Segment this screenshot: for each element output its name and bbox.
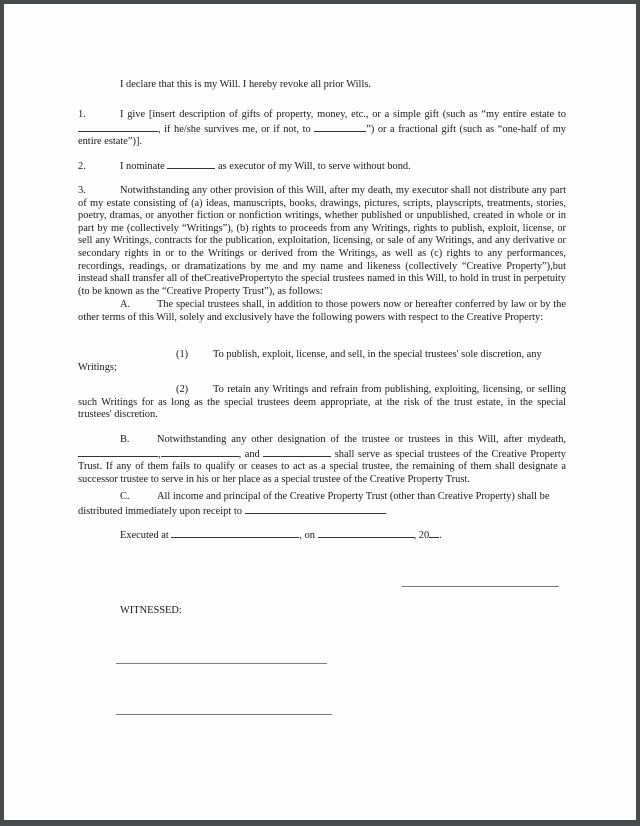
power-1: (1) To publish, exploit, license, and sell, in the special trustees' sole discretion, any Writings; [78,349,542,373]
power-2: (2) To retain any Writings and refrain from publishing, exploiting, licensing, or selling such Writings for as long as the special trustees deem appropriate, at the risk of the trust estate, in the special trustees' discretion. [78,384,566,421]
item-2: 2. I nominate as executor of my Will, to serve without bond. [78,161,411,172]
section-letter: B. [120,434,130,445]
item-3: 3. Notwithstanding any other provision of this Will, after my death, my executor shall not distribute any part of my estate consisting of (a) ideas, manuscripts, books, drawings, pictures, scripts, playscripts, treatments, stories, poetry, dramas, or anyother fiction or nonfiction writings, whether published or unpublished, created in whole or in part by me (collectively “Writings”), (b) rights to proceeds from any Writings, rights to publish, exploit, license, or sell any Writings, contracts for the publication, exploitation, licensing, or sale of any Writings, and any derivative or secondary rights in or to the Writings or derived from the Writings, as well as (c) rights to any performances, recordings, readings, or dramatizations by me and my name and likeness (collectively “Creative Property”),but instead shall transfer all of theCreativePropertyto the special trustees named in this Will, to hold in trust in perpetuity (to be known as the “Creative Property Trust”), as follows: [78,185,566,297]
witnessed-label: WITNESSED: [120,605,182,616]
trustee-2-blank[interactable] [161,447,239,457]
witness-1-signature-line[interactable] [116,663,327,664]
execution-place-blank[interactable] [171,528,299,538]
trustee-1-blank[interactable] [78,447,158,457]
item-number: 3. [78,185,86,196]
item-number: 1. [78,109,86,120]
executor-blank[interactable] [167,159,215,169]
document-page [4,4,636,820]
declaration: I declare that this is my Will. I hereby revoke all prior Wills. [120,79,371,90]
execution-line: Executed at , on , 20 . [120,530,442,541]
section-letter: A. [120,299,131,310]
witness-2-signature-line[interactable] [116,714,332,715]
power-number: (1) [176,349,189,360]
trustee-3-blank[interactable] [263,447,331,457]
execution-year-blank[interactable] [429,528,439,538]
section-letter: C. [120,491,130,502]
income-recipient-blank[interactable] [245,504,385,514]
item-number: 2. [78,161,86,172]
section-a: A. The special trustees shall, in addition to those powers now or hereafter conferred by law or by the other terms of this Will, solely and exclusively have the following powers with respect to the Creative Property: [78,299,566,323]
beneficiary-blank[interactable] [78,122,158,132]
alternate-beneficiary-blank[interactable] [314,122,366,132]
power-number: (2) [176,384,189,395]
item-1: 1. I give [insert description of gifts of property, money, etc., or a simple gift (such as “my entire estate to , if he/she survives me, or if not, to ”) or a fractional gift (such as “one-half of my entire estate”)]. [78,109,567,148]
execution-date-blank[interactable] [318,528,414,538]
section-b: B. Notwithstanding any other designation of the trustee or trustees in this Will, after mydeath, , , and shall serve as special trustees of the Creative Property Trust. If any of them fails to qualify or ceases to act as a special trustee, the remaining of them shall designate a successor trustee to serve in his or her place as a special trustee of the Creative Property Trust. [78,434,566,485]
testator-signature-line[interactable] [402,586,559,587]
section-c: C. All income and principal of the Creative Property Trust (other than Creative Property) shall be distributed immediately upon receipt to . [78,491,550,517]
